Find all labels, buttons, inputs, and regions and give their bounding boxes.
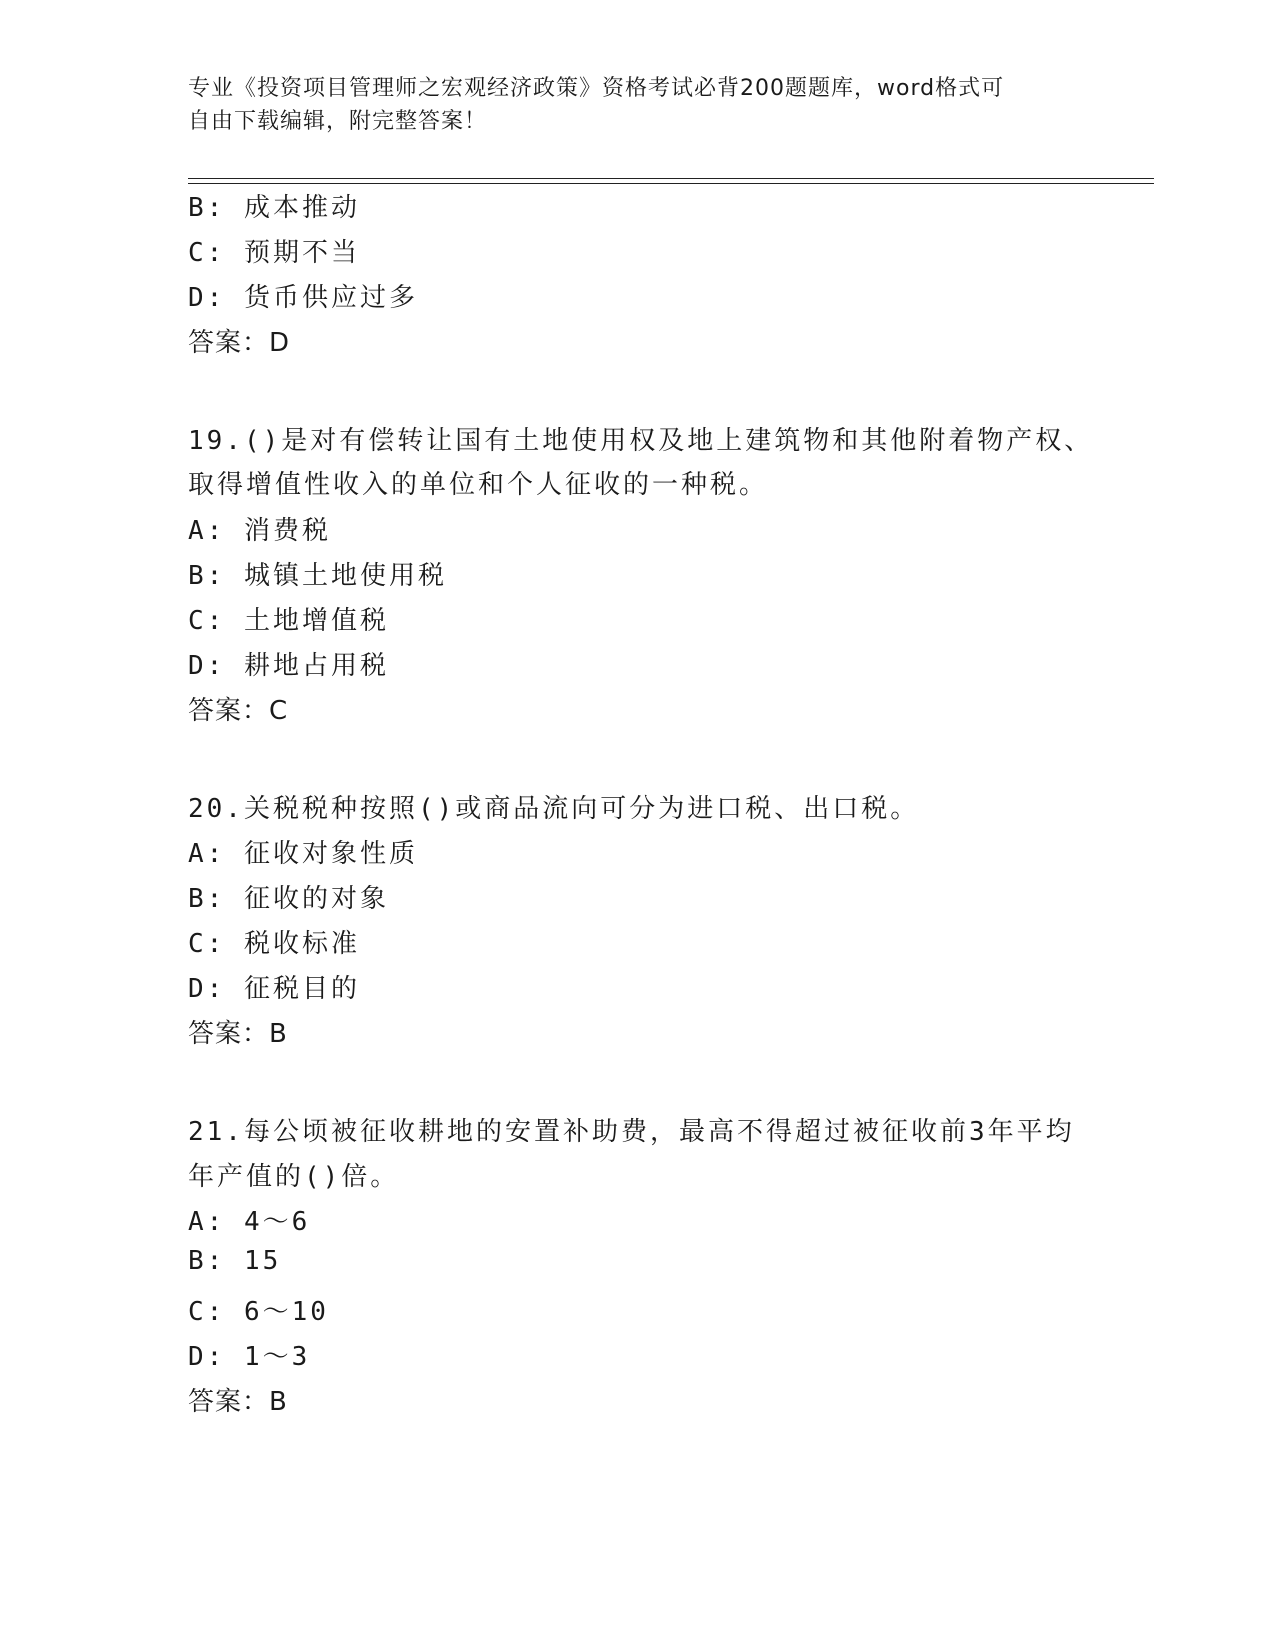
- q20-answer: 答案：B: [188, 1019, 288, 1049]
- q19-option-c: C: 土地增值税: [188, 606, 389, 636]
- q19-stem-line-1: 19.()是对有偿转让国有土地使用权及地上建筑物和其他附着物产权、: [188, 426, 1094, 456]
- q21-option-c: C: 6～10: [188, 1297, 329, 1327]
- q20-option-c: C: 税收标准: [188, 929, 360, 959]
- q20-stem-line-1: 20.关税税种按照()或商品流向可分为进口税、出口税。: [188, 794, 920, 824]
- q21-answer: 答案：B: [188, 1387, 288, 1417]
- header-rule-bottom: [188, 183, 1154, 184]
- q20-option-b: B: 征收的对象: [188, 884, 389, 914]
- header-line-1: 专业《投资项目管理师之宏观经济政策》资格考试必背200题题库，word格式可: [188, 76, 1005, 101]
- q19-option-d: D: 耕地占用税: [188, 651, 389, 681]
- q21-option-d: D: 1～3: [188, 1342, 311, 1372]
- q19-option-b: B: 城镇土地使用税: [188, 561, 447, 591]
- q18-option-b: B: 成本推动: [188, 193, 360, 223]
- header-line-2: 自由下载编辑，附完整答案！: [188, 109, 488, 134]
- q21-option-a: A: 4～6: [188, 1207, 311, 1237]
- q20-option-a: A: 征收对象性质: [188, 839, 418, 869]
- q19-answer: 答案：C: [188, 696, 289, 726]
- q20-option-d: D: 征税目的: [188, 974, 360, 1004]
- q18-option-c: C: 预期不当: [188, 238, 360, 268]
- q18-answer: 答案：D: [188, 328, 291, 358]
- q18-option-d: D: 货币供应过多: [188, 283, 418, 313]
- document-header: [188, 72, 1088, 138]
- q19-stem-line-2: 取得增值性收入的单位和个人征收的一种税。: [188, 470, 769, 500]
- header-rule-top: [188, 178, 1154, 179]
- q21-option-b: B: 15: [188, 1246, 282, 1276]
- q21-stem-line-2: 年产值的()倍。: [188, 1162, 400, 1192]
- q19-option-a: A: 消费税: [188, 516, 331, 546]
- q21-stem-line-1: 21.每公顷被征收耕地的安置补助费，最高不得超过被征收前3年平均: [188, 1117, 1075, 1147]
